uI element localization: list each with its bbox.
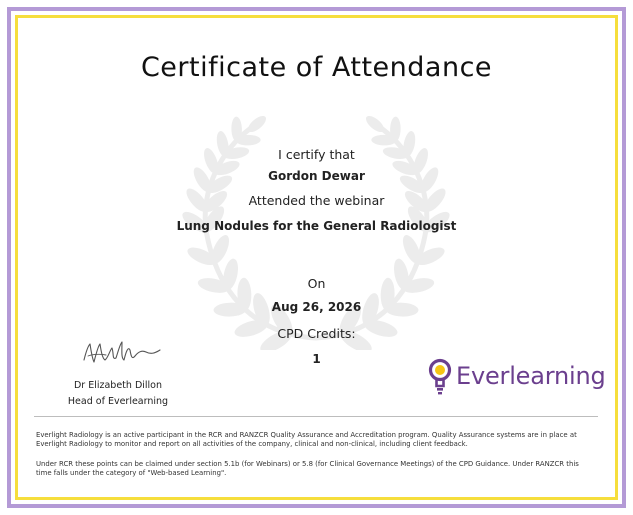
signature-icon [80,338,162,370]
everlearning-logo [428,358,606,398]
footer-divider [34,416,598,417]
signatory-name: Dr Elizabeth Dillon [73,380,163,391]
cpd-credits-label: CPD Credits: [277,326,356,341]
lightbulb-icon [428,358,454,396]
signatory-role: Head of Everlearning [67,396,169,407]
logo-wordmark: Everlearning [456,362,606,390]
on-label: On [307,276,326,291]
certificate-title: Certificate of Attendance [140,52,493,83]
webinar-title: Lung Nodules for the General Radiologist [176,219,457,233]
attendance-date: Aug 26, 2026 [271,300,362,314]
attended-text: Attended the webinar [248,193,385,208]
cpd-credits-value: 1 [312,352,321,366]
footer-cpd-statement: Under RCR these points can be claimed under section 5.1b (for Webinars) or 5.8 (for Clinical Governance Meetings) of the CPD Guidance. Under RANZCR this time falls under the category of "Web-based Learning". [36,460,579,478]
certify-text: I certify that [278,147,355,162]
footer-qa-statement: Everlight Radiology is an active participant in the RCR and RANZCR Quality Assurance and Accreditation program. Quality Assurance systems are in place at Everlight Radiology to monitor and report on all activities of the company, clinical and non-clinical, including client feedback. [36,431,577,449]
attendee-name: Gordon Dewar [268,169,365,183]
